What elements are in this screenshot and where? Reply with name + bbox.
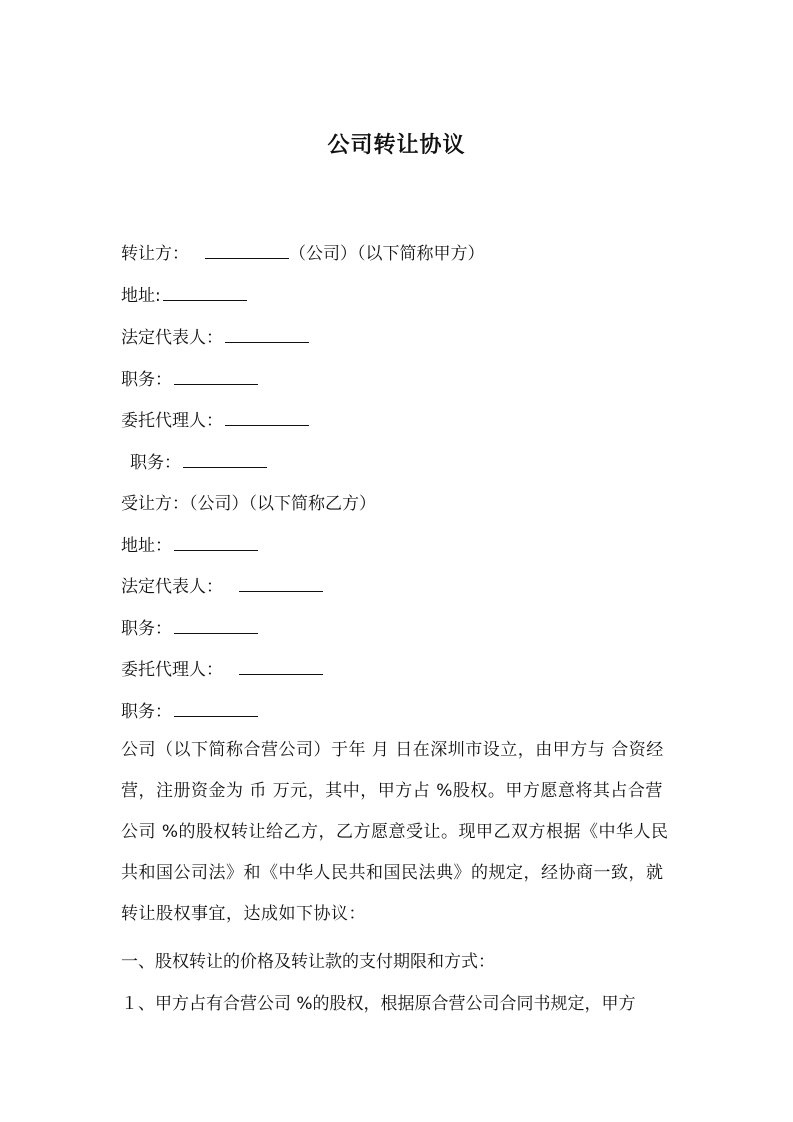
transferor-position-label: 职务： (121, 370, 172, 390)
transferee-line (121, 492, 376, 516)
transferor-position-blank (174, 370, 258, 385)
transferee-agent-position-blank (174, 702, 258, 717)
transferee-address-blank (174, 536, 258, 551)
transferee-legal-rep-blank (239, 577, 323, 592)
transferee-address-line (121, 534, 258, 558)
transferee-legal-rep-label: 法定代表人： (121, 577, 223, 597)
transferor-agent-blank (225, 411, 309, 426)
transferor-legal-rep-label: 法定代表人： (121, 328, 223, 348)
section1-heading: 一、股权转让的价格及转让款的支付期限和方式： (121, 952, 495, 972)
transferor-agent-line (121, 409, 309, 433)
transferor-label: 转让方： (121, 244, 189, 264)
transferor-line (121, 242, 485, 266)
transferee-agent-position-label: 职务： (121, 702, 172, 722)
transferor-address-label: 地址: (121, 286, 161, 306)
transferee-agent-blank (239, 660, 323, 675)
transferee-agent-line (121, 658, 323, 682)
transferee-position-blank (174, 619, 258, 634)
transferee-position-label: 职务： (121, 619, 172, 639)
transferee-position-line (121, 617, 258, 641)
agreement-paragraph: 公司（以下简称合营公司）于年 月 日在深圳市设立，由甲方与 合资经营，注册资金为 币 万元，其中，甲方占 %股权。甲方愿意将其占合营公司 %的股权转让给乙方，乙方愿意受让。现甲乙双方根据《中华人民共和国公司法》和《中华人民共和国民法典》的规定，经协商一致，就转让股权事宜，达成如下协议： (121, 740, 669, 924)
transferor-agent-position-label: 职务： (130, 453, 181, 473)
transferor-address-line (121, 284, 247, 308)
transferor-agent-position-line (130, 451, 267, 475)
transferor-address-blank (163, 286, 247, 301)
transferee-label: 受让方：（公司）（以下简称乙方） (121, 494, 376, 514)
transferee-agent-label: 委托代理人： (121, 660, 223, 680)
document-title: 公司转让协议 (327, 133, 466, 158)
transferor-position-line (121, 368, 258, 392)
transferor-legal-rep-blank (225, 328, 309, 343)
transferee-agent-position-line (121, 700, 258, 724)
transferee-legal-rep-line (121, 575, 323, 599)
transferor-legal-rep-line (121, 326, 309, 350)
transferee-address-label: 地址： (121, 536, 172, 556)
transferor-name-blank (205, 244, 289, 259)
section1-item1: １、甲方占有合营公司 %的股权，根据原合营公司合同书规定，甲方 (121, 994, 636, 1014)
transferor-agent-position-blank (183, 453, 267, 468)
transferor-agent-label: 委托代理人： (121, 411, 223, 431)
transferor-suffix: （公司）（以下简称甲方） (289, 244, 485, 264)
